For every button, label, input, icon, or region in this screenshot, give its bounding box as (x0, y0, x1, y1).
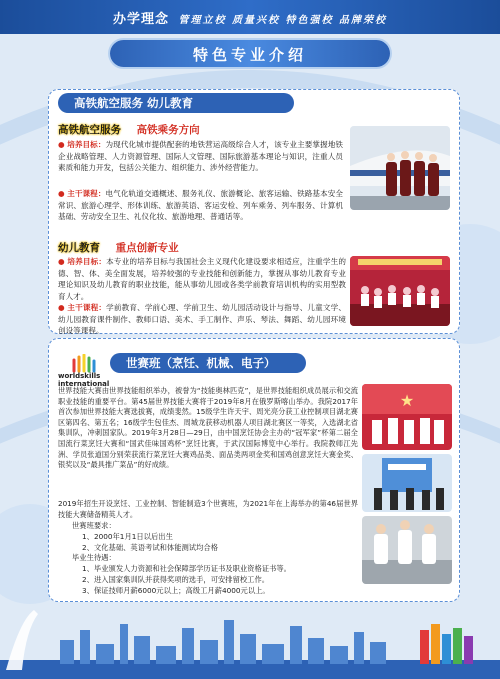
books-icon (420, 624, 473, 664)
childcare-courses (58, 302, 346, 337)
benefit-item: 2、进入国家集训队并获得奖项的选手，可安排留校工作。 (82, 574, 270, 584)
section-head-worldskills: 世赛班（烹饪、机械、电子） (110, 353, 306, 373)
railway-courses-text: 电气化轨道交通概述、服务礼仪、旅游概论、旅客运输、铁路基本安全常识、旅游心理学、形体训练、旅游英语、客运安检、列车乘务、列车服务、计算机基础、劳动安全卫生、礼仪化妆、旅游地理、普通话等。 (58, 189, 343, 222)
section-head-railway-childcare: 高铁航空服务 幼儿教育 (58, 93, 294, 113)
childcare-performance-photo (350, 256, 450, 326)
slogan (0, 8, 500, 27)
svg-text:★: ★ (399, 391, 415, 410)
benefit-item: 1、毕业颁发人力资源和社会保障部学历证书及职业资格证书等。 (82, 564, 291, 574)
requirement-item: 2、文化基础、英语考试和体能测试均合格 (82, 542, 218, 552)
childcare-courses-label: 主干课程： (67, 303, 107, 312)
railway-courses-label: 主干课程： (67, 189, 106, 198)
requirements-title: 世赛班要求： (72, 521, 116, 530)
worldskills-logo-line1: worldskills (58, 372, 101, 380)
worldskills-requirements (72, 521, 362, 597)
page-title-banner (110, 40, 390, 67)
worldskills-logo-line2: international (58, 380, 110, 388)
award-ceremony-photo (362, 454, 452, 512)
requirement-item: 1、2000年1月1日以后出生 (82, 531, 173, 541)
bullet-icon: ● (58, 189, 65, 198)
railway-courses (58, 188, 343, 223)
top-banner (0, 0, 500, 34)
childcare-goal (58, 256, 346, 302)
bullet-icon: ● (58, 140, 65, 149)
railway-goal-label: 培养目标： (67, 140, 106, 149)
slogan-items: 管理立校 质量兴校 特色强校 品牌荣校 (178, 15, 387, 26)
subtitle-railway-major: 高铁航空服务 (58, 124, 121, 136)
worldskills-intro: 世界技能大赛由世界技能组织举办，被誉为“技能奥林匹克”，是世界技能组织成员展示和交流职业技能的重要平台。第45届世界技能大赛将于2019年8月在俄罗斯喀山举办。我院2017年首次参加世界技能大赛选拔赛，成绩斐然。15级学生许天宇、周光亮分获工业控制项目湖北赛区第四名、第五名；16级学生包佳杰、周城龙获移动机器人项目湖北赛区一等奖，入选湖北省集训队，冲刺国家队。2019年3月28日—29日，由中国烹饪协会主办的“冠军家”杯第二届全国流行菜烹饪大赛和“国武佳味国鸡杯”烹饪比赛，于武汉国际博览中心举行。我院教师江先洲、学员张道国分别荣获流行菜烹饪大赛鸡品类、面品类两项金奖和国鸡创意烹饪大赛金奖、银奖以及“最具推广菜品”的好成绩。 (58, 386, 358, 470)
railway-attendants-photo (350, 126, 450, 210)
childcare-courses-text: 学前教育、学前心理、学前卫生、幼儿园活动设计与指导、儿童文学、幼儿园教育课件制作、教师口语、美术、手工制作、声乐、琴法、舞蹈、幼儿园环境创设等课程。 (58, 303, 347, 336)
slogan-main: 办学理念 (113, 12, 170, 27)
worldskills-plan: 2019年招生开设烹饪、工业控制、智能制造3个世赛班，为2021年在上海举办的第46届世界技能大赛储备精英人才。 (58, 499, 358, 519)
city-skyline-decoration (0, 600, 500, 679)
subtitle-childcare-note: 重点创新专业 (115, 242, 179, 254)
childcare-goal-text: 本专业的培养目标与我国社会主义现代化建设要求相适应，注重学生的德、智、体、美全面发展，培养较强的专业技能和创新能力，掌握从事幼儿教育专业理论知识及幼儿教育的职业技能，能从事幼儿园或各类学前教育培训机构的实用型教育人才。 (58, 257, 347, 301)
benefit-item: 3、保证技师月薪6000元以上；高级工月薪4000元以上。 (82, 585, 270, 595)
bullet-icon: ● (58, 257, 65, 266)
subtitle-childcare (58, 240, 179, 255)
childcare-goal-label: 培养目标： (67, 257, 107, 266)
benefits-title: 毕业生待遇： (72, 553, 116, 563)
bullet-icon: ● (58, 303, 65, 312)
competition-stage-photo (362, 384, 452, 450)
page-title: 特色专业介绍 (192, 46, 307, 64)
railway-goal-text: 为现代化城市提供配套的地铁营运高级综合人才，该专业主要掌握地铁企业战略管理、人力资源管理、国际人文管理、国际旅游基本理论与知识，注重人员素质和能力开发，包括公关能力、组织能力、涉外经营能力。 (58, 140, 343, 173)
railway-goal (58, 139, 343, 174)
cooking-training-photo (362, 516, 452, 584)
subtitle-childcare-major: 幼儿教育 (58, 242, 100, 254)
subtitle-railway (58, 122, 200, 137)
subtitle-railway-direction: 高铁乘务方向 (136, 124, 200, 136)
